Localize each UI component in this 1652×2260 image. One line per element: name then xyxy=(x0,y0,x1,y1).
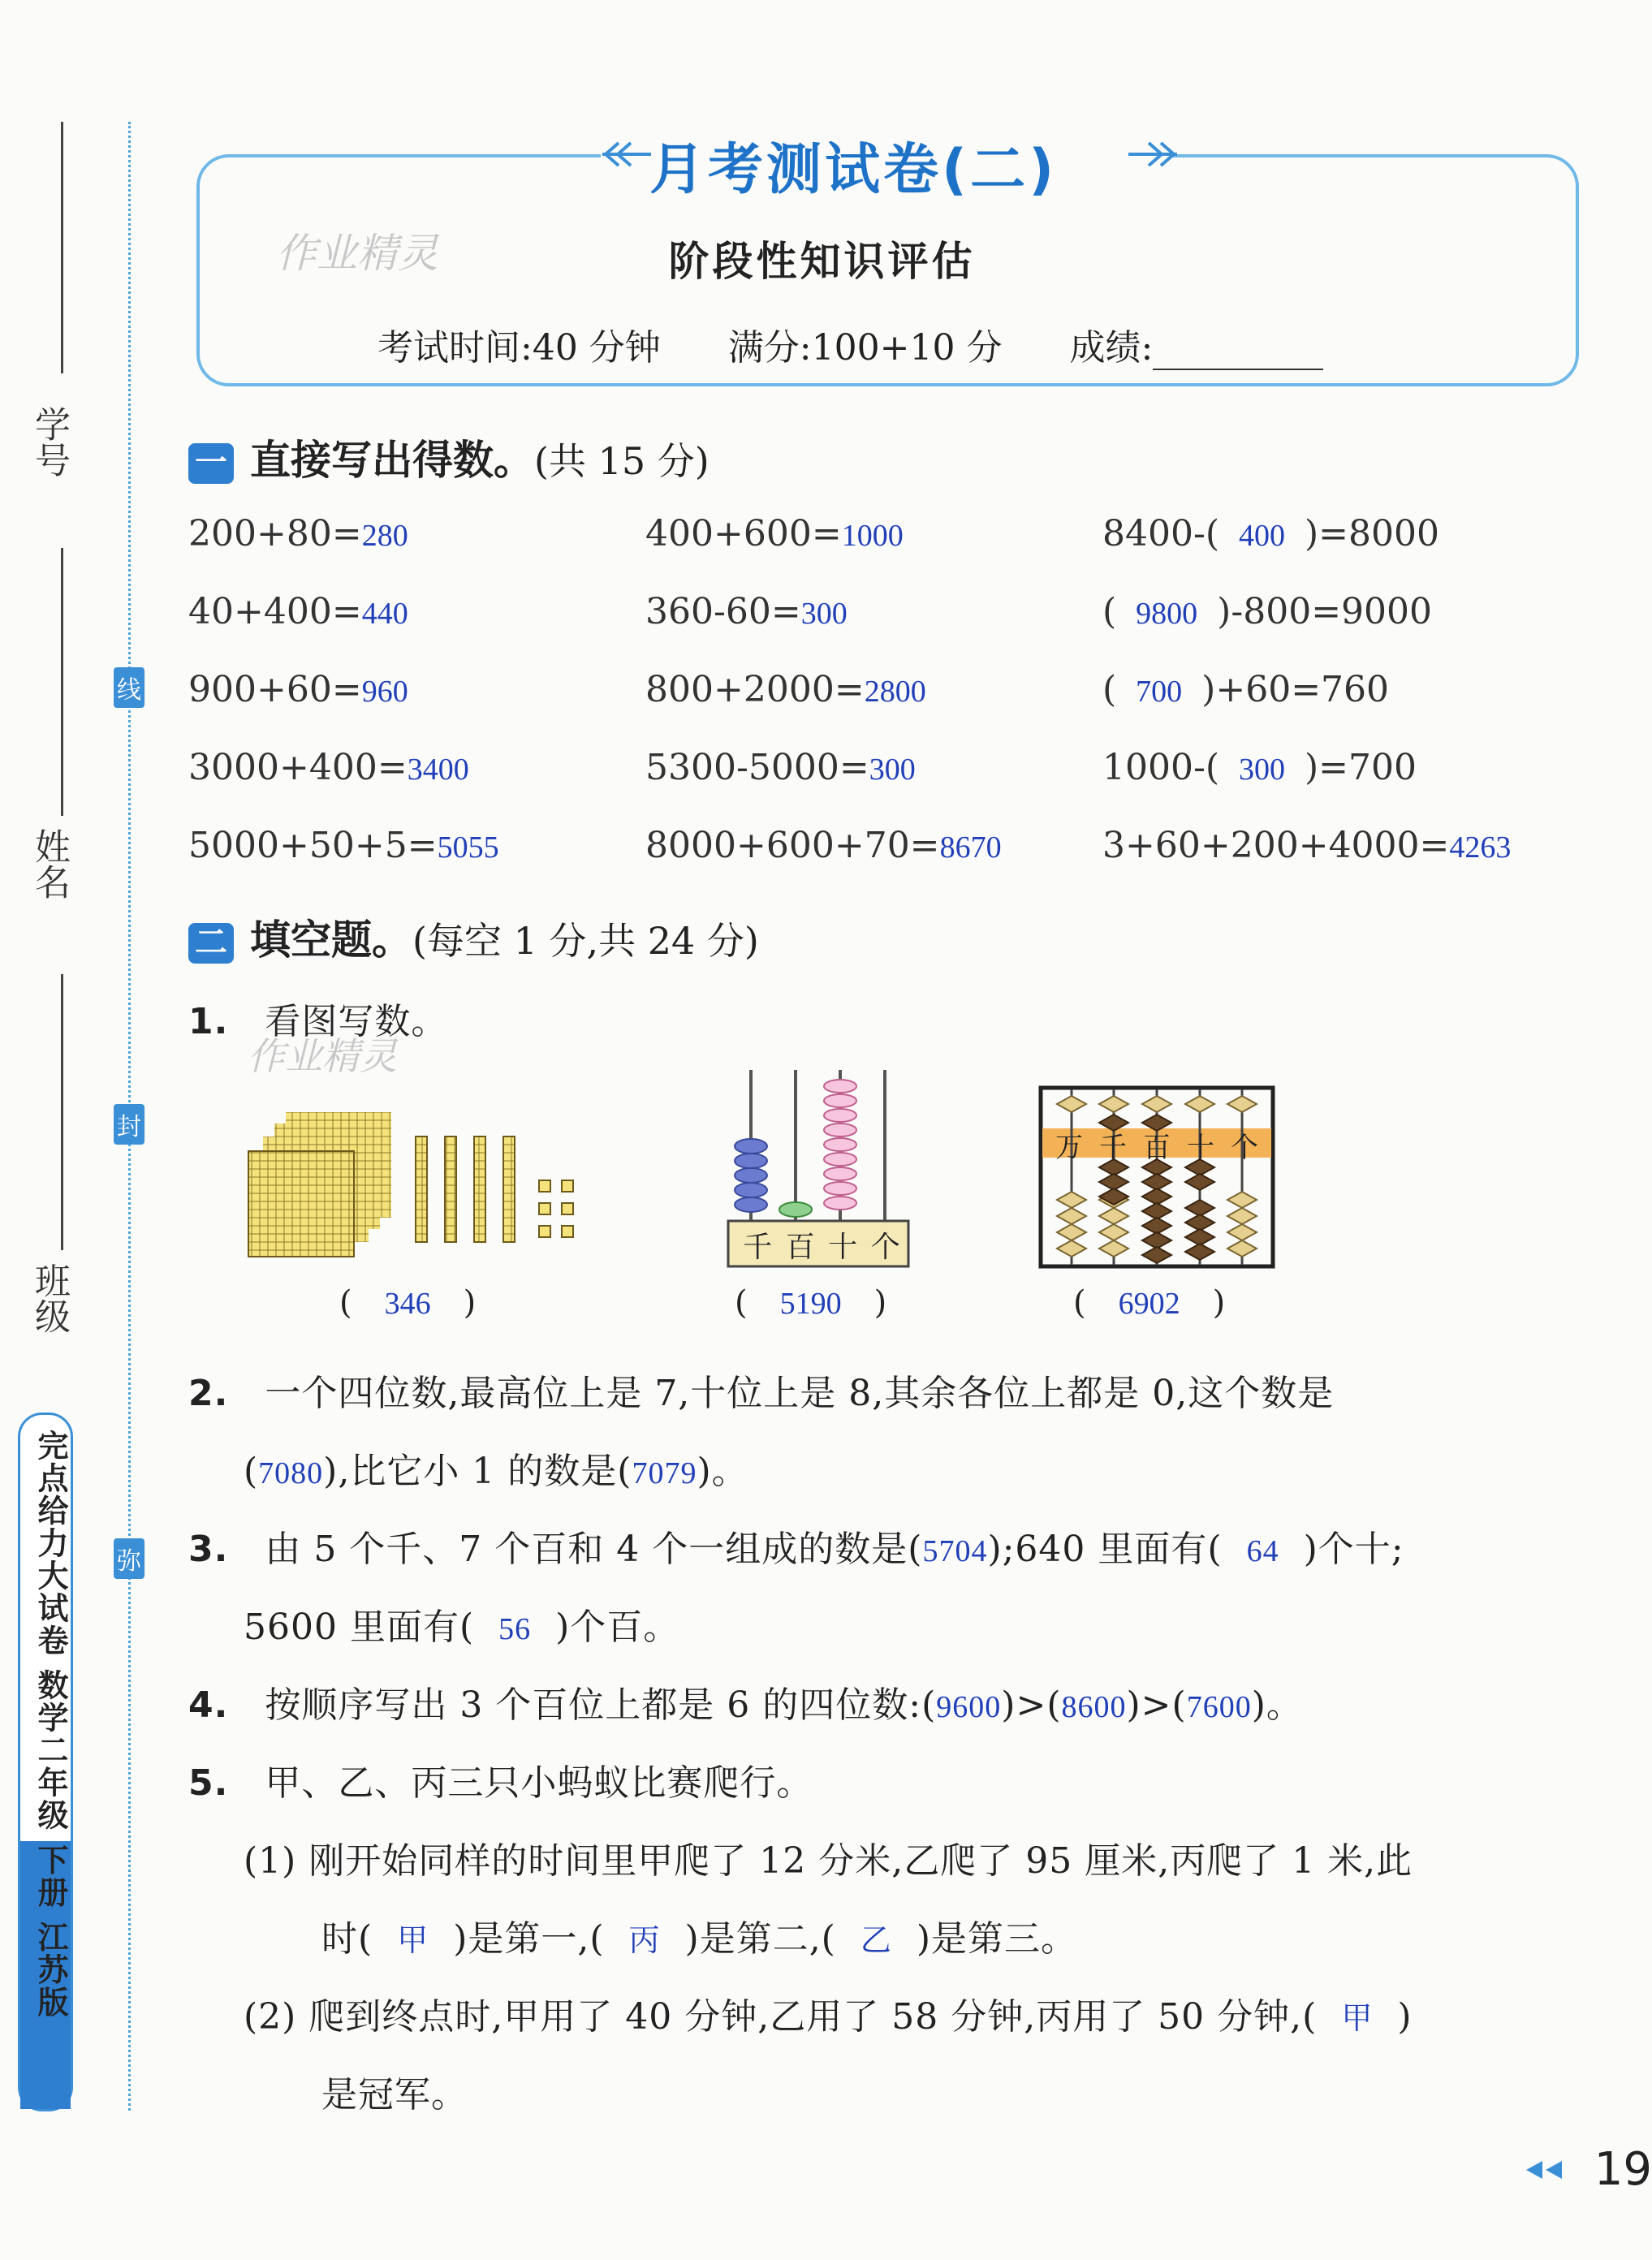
label-name: 姓名 xyxy=(28,828,70,899)
equation-item: 1000-( 300 )=700 xyxy=(1102,747,1417,788)
grade-label: 成绩: xyxy=(1069,327,1154,369)
section-two-heading xyxy=(188,908,759,966)
question-5-part1-line2: 时( 甲 )是第一,( 丙 )是第二,( 乙 )是第三。 xyxy=(321,1918,1078,1960)
page-subtitle: 阶段性知识评估 xyxy=(668,238,976,285)
arrow-right-icon xyxy=(1120,138,1185,170)
equation-item: 360-60=300 xyxy=(645,591,848,632)
question-5-part2-line2: 是冠军。 xyxy=(321,2074,468,2116)
mark-feng: 封 xyxy=(114,1104,144,1145)
question-3: 3. 由 5 个千、7 个百和 4 个一组成的数是(5704);640 里面有( 64 )个十; xyxy=(188,1529,1404,1570)
equation-item: 3+60+200+4000=4263 xyxy=(1102,825,1512,866)
mark-mi: 弥 xyxy=(114,1538,144,1579)
q1-text: 看图写数。 xyxy=(265,1001,448,1042)
section-one-note: (共 15 分) xyxy=(534,439,710,483)
watermark-inline: 作业精灵 xyxy=(248,1034,397,1078)
watermark-logo: 作业精灵 xyxy=(276,230,438,277)
equation-item: ( 9800 )-800=9000 xyxy=(1102,591,1433,632)
base-ten-blocks-figure xyxy=(244,1112,584,1266)
section-two-title: 填空题。 xyxy=(250,917,412,964)
page-arrow-icon xyxy=(1520,2158,1568,2182)
suanpan-labels: 万 千 百 十 个 xyxy=(1055,1132,1258,1164)
section-one-num: 一 xyxy=(188,443,234,484)
suanpan-figure xyxy=(1039,1086,1275,1270)
name-write-line xyxy=(61,548,63,816)
page-number: 19 xyxy=(1594,2143,1652,2196)
counting-frame-labels: 千 百 十 个 xyxy=(743,1231,900,1264)
full-score: 满分:100+10 分 xyxy=(727,327,1003,369)
class-write-line xyxy=(61,974,63,1250)
equation-item: ( 700 )+60=760 xyxy=(1102,669,1390,710)
label-student-id: 学号 xyxy=(28,406,70,477)
question-5: 5. 甲、乙、丙三只小蚂蚁比赛爬行。 xyxy=(188,1762,813,1804)
answer-blocks: ( 346 ) xyxy=(339,1284,477,1322)
equation-item: 5300-5000=300 xyxy=(645,747,916,788)
equation-item: 5000+50+5=5055 xyxy=(188,825,499,866)
section-two-num: 二 xyxy=(188,923,234,964)
equation-item: 200+80=280 xyxy=(188,513,408,554)
equation-item: 400+600=1000 xyxy=(645,513,904,554)
equation-item: 8400-( 400 )=8000 xyxy=(1102,513,1440,554)
q1-num: 1. xyxy=(188,1001,229,1042)
label-class: 班级 xyxy=(28,1262,70,1334)
section-two-note: (每空 1 分,共 24 分) xyxy=(412,919,759,963)
mark-xian: 线 xyxy=(114,667,144,708)
page-title: 月考测试卷(二) xyxy=(649,138,1058,202)
question-2-line2: (7080),比它小 1 的数是(7079)。 xyxy=(244,1451,748,1492)
exam-info xyxy=(377,318,1323,370)
question-5-part1: (1) 刚开始同样的时间里甲爬了 12 分米,乙爬了 95 厘米,丙爬了 1 米,此 xyxy=(244,1840,1413,1882)
equation-item: 40+400=440 xyxy=(188,591,408,632)
section-one-heading xyxy=(188,428,710,486)
equation-item: 800+2000=2800 xyxy=(645,669,926,710)
equation-item: 3000+400=3400 xyxy=(188,747,469,788)
equation-item: 900+60=960 xyxy=(188,669,408,710)
section-one-title: 直接写出得数。 xyxy=(250,437,534,484)
question-4: 4. 按顺序写出 3 个百位上都是 6 的四位数:(9600)>(8600)>(7600)。 xyxy=(188,1684,1303,1726)
equation-item: 8000+600+70=8670 xyxy=(645,825,1002,866)
grade-blank xyxy=(1153,338,1323,370)
question-3-line2: 5600 里面有( 56 )个百。 xyxy=(244,1607,680,1648)
book-spine xyxy=(18,1412,73,2111)
question-5-part2: (2) 爬到终点时,甲用了 40 分钟,乙用了 58 分钟,丙用了 50 分钟,( 甲 ) xyxy=(244,1996,1413,2038)
answer-counting-frame: ( 5190 ) xyxy=(735,1284,887,1322)
answer-suanpan: ( 6902 ) xyxy=(1073,1284,1226,1322)
book-label: 完点给力大试卷 数学二年级 下册 江苏版 xyxy=(32,1430,68,2019)
exam-time: 考试时间:40 分钟 xyxy=(377,327,661,369)
question-2: 2. 一个四位数,最高位上是 7,十位上是 8,其余各位上都是 0,这个数是 xyxy=(188,1373,1335,1414)
